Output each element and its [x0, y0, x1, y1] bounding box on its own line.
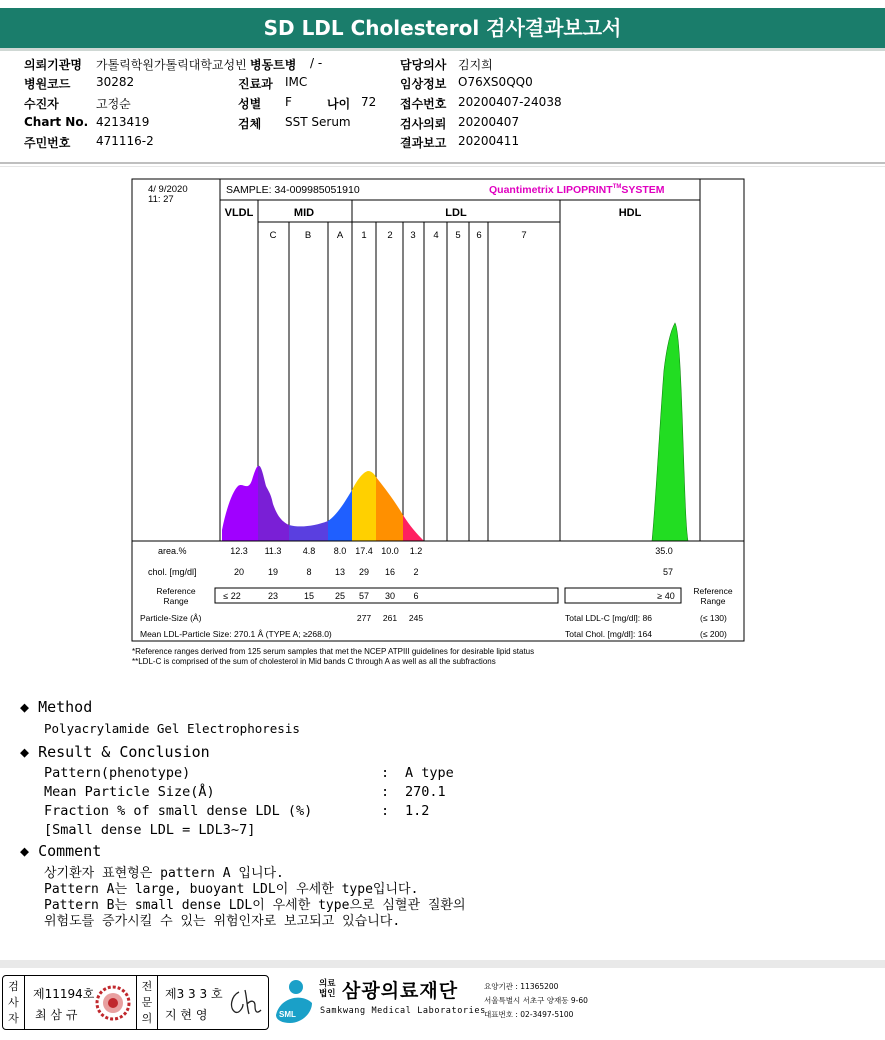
specialist-signature-icon — [225, 986, 263, 1018]
patient-value: 고정순 — [96, 97, 131, 111]
sex-value: F — [285, 95, 292, 109]
examiner-name: 최 삼 규 — [35, 1008, 78, 1022]
area-ldl1: 17.4 — [355, 546, 373, 556]
org-prefix — [319, 979, 335, 999]
band-label-7: 7 — [521, 230, 527, 241]
group-ldl: LDL — [445, 207, 467, 219]
doctor-value: 김지희 — [458, 58, 493, 72]
signature-box — [2, 975, 269, 1030]
ref-ldl3: 6 — [413, 591, 419, 601]
ref-ldl1: 57 — [358, 591, 370, 601]
group-hdl: HDL — [618, 207, 642, 219]
specimen-label: 검체 — [238, 117, 262, 131]
band-label-a: A — [336, 230, 344, 241]
total-chol: Total Chol. [mg/dl]: 164 — [565, 629, 652, 639]
ref-b: 15 — [303, 591, 315, 601]
dept-label: 진료과 — [238, 77, 273, 91]
band-label-4: 4 — [433, 230, 439, 241]
particle-ldl3: 245 — [408, 613, 424, 623]
sml-logo-icon — [272, 977, 314, 1025]
band-label-3: 3 — [410, 230, 416, 241]
chol-b: 8 — [306, 567, 312, 577]
total-chol-ref: (≤ 200) — [700, 629, 727, 639]
ref-ldl2: 30 — [384, 591, 396, 601]
ref-hdl: ≥ 40 — [657, 591, 675, 601]
band-label-6: 6 — [476, 230, 482, 241]
specialist-name: 지 현 영 — [165, 1008, 208, 1022]
result-row-value: A type — [405, 765, 454, 781]
result-heading-text: Result & Conclusion — [38, 743, 210, 761]
examiner-seal-icon — [95, 985, 131, 1021]
area-hdl: 35.0 — [655, 546, 673, 556]
examiner-number: 제11194호 — [33, 987, 95, 1001]
group-vldl: VLDL — [224, 207, 254, 219]
result-row-sep: : — [381, 784, 390, 800]
ref-vldl: ≤ 22 — [223, 591, 241, 601]
chol-ldl2: 16 — [384, 567, 396, 577]
org-name: 삼광의료재단 — [342, 980, 459, 1002]
band-label-5: 5 — [455, 230, 461, 241]
area-b: 4.8 — [302, 546, 316, 556]
sample-id: SAMPLE: 34-009985051910 — [226, 184, 360, 196]
comment-line: 위험도를 증가시킬 수 있는 위험인자로 보고되고 있습니다. — [44, 914, 401, 929]
chart-time: 11: 27 — [148, 194, 174, 205]
area-c: 11.3 — [264, 546, 282, 556]
specimen-value: SST Serum — [285, 115, 351, 129]
request-value: 20200407 — [458, 115, 520, 129]
specialist-number: 제3 3 3 호 — [165, 987, 223, 1001]
particle-ldl1: 277 — [356, 613, 372, 623]
result-row-sep: : — [381, 803, 390, 819]
brand-name — [489, 184, 665, 196]
org-phone: 대표번호 : 02-3497-5100 — [484, 1010, 574, 1019]
receipt-value: 20200407-24038 — [458, 95, 562, 109]
chart-frame — [132, 179, 744, 641]
report-title: SD LDL Cholesterol 검사결과보고서 — [0, 8, 885, 48]
id-label: 주민번호 — [24, 136, 71, 150]
chol-a: 13 — [334, 567, 346, 577]
request-label: 검사의뢰 — [400, 117, 447, 131]
chol-ldl1: 29 — [358, 567, 370, 577]
brand-left: Quantimetrix LIPOPRINT — [489, 184, 613, 196]
method-heading-text: Method — [38, 698, 93, 716]
group-mid: MID — [293, 207, 315, 219]
particle-ldl2: 261 — [382, 613, 398, 623]
ref-label-line1: Reference — [156, 586, 196, 596]
chol-ldl3: 2 — [413, 567, 419, 577]
report-date-value: 20200411 — [458, 134, 520, 148]
report-date-label: 결과보고 — [400, 136, 447, 150]
specialist-label: 전문의 — [136, 976, 158, 1029]
hospital-code-value: 30282 — [96, 75, 135, 89]
chol-label: chol. [mg/dl] — [148, 567, 197, 577]
chol-c: 19 — [267, 567, 279, 577]
ref-label-line2: Range — [163, 596, 189, 606]
comment-line: Pattern B는 small dense LDL이 우세한 type으로 심혈관 질환의 — [44, 898, 466, 913]
method-heading — [20, 698, 92, 716]
org-contact — [484, 980, 588, 1022]
comment-line: Pattern A는 large, buoyant LDL이 우세한 type입니다. — [44, 882, 419, 897]
patient-label: 수진자 — [24, 97, 59, 111]
org-address: 서울특별시 서초구 양재동 9-60 — [484, 996, 588, 1005]
diamond-bullet-icon: ◆ — [20, 842, 39, 860]
area-label: area.% — [158, 546, 187, 556]
footer-divider — [0, 960, 885, 968]
area-vldl: 12.3 — [230, 546, 248, 556]
band-label-1: 1 — [361, 230, 367, 241]
care-number: 요양기관 : 11365200 — [484, 982, 559, 991]
band-label-b: B — [304, 230, 312, 241]
chart-no-value: 4213419 — [96, 115, 150, 129]
dept-value: IMC — [285, 75, 308, 89]
brand-right: SYSTEM — [621, 184, 665, 196]
total-ldl: Total LDL-C [mg/dl]: 86 — [565, 613, 652, 623]
receipt-label: 접수번호 — [400, 97, 447, 111]
result-row-label: Fraction % of small dense LDL (%) — [44, 803, 313, 819]
result-row-sep: : — [381, 765, 390, 781]
clinical-value: O76XS0QQ0 — [458, 75, 533, 89]
comment-heading-text: Comment — [38, 842, 102, 860]
band-label-c: C — [269, 230, 277, 241]
diamond-bullet-icon: ◆ — [20, 743, 39, 761]
band-label-2: 2 — [387, 230, 393, 241]
area-ldl2: 10.0 — [381, 546, 399, 556]
result-row-label: Mean Particle Size(Å) — [44, 784, 215, 800]
ref-right-line1: Reference — [693, 586, 733, 596]
footnote-1: *Reference ranges derived from 125 serum samples that met the NCEP ATPIII guidelines for desirable lipid status — [132, 647, 535, 656]
comment-line: 상기환자 표현형은 pattern A 입니다. — [44, 866, 284, 881]
org-prefix-line2: 법인 — [319, 989, 336, 999]
result-heading — [20, 743, 210, 761]
area-a: 8.0 — [333, 546, 347, 556]
area-ldl3: 1.2 — [409, 546, 423, 556]
total-ldl-ref: (≤ 130) — [700, 613, 727, 623]
chol-vldl: 20 — [233, 567, 245, 577]
age-value: 72 — [361, 95, 377, 109]
method-text: Polyacrylamide Gel Electrophoresis — [44, 721, 300, 736]
result-row-label: Pattern(phenotype) — [44, 765, 191, 781]
org-prefix-line1: 의료 — [319, 979, 336, 989]
brand-tm: TM — [612, 184, 622, 190]
diamond-bullet-icon: ◆ — [20, 698, 39, 716]
ref-right-line2: Range — [700, 596, 726, 606]
chart-date: 4/ 9/2020 — [148, 184, 188, 195]
chart-no-label: Chart No. — [24, 115, 89, 129]
sex-label: 성별 — [238, 97, 262, 111]
comment-heading — [20, 842, 101, 860]
doctor-label: 담당의사 — [400, 58, 447, 72]
result-row-value: 1.2 — [405, 803, 430, 819]
ward-value: / - — [310, 56, 323, 70]
org-english-name: Samkwang Medical Laboratories — [320, 1006, 486, 1016]
footnote-2: **LDL-C is comprised of the sum of cholesterol in Mid bands C through A as well as all the subfractions — [132, 657, 496, 666]
result-row-value: 270.1 — [405, 784, 446, 800]
logo-text: SML — [279, 1010, 296, 1019]
examiner-label: 검사자 — [3, 976, 25, 1029]
hospital-code-label: 병원코드 — [24, 77, 71, 91]
ref-a: 25 — [334, 591, 346, 601]
age-label: 나이 — [327, 97, 351, 111]
ward-label: 병동트병 — [250, 58, 297, 72]
mean-particle-size: Mean LDL-Particle Size: 270.1 Å (TYPE A; ≥268.0) — [140, 629, 332, 639]
clinical-label: 임상정보 — [400, 77, 447, 91]
result-note: [Small dense LDL = LDL3~7] — [44, 822, 256, 838]
ref-c: 23 — [267, 591, 279, 601]
chol-hdl: 57 — [662, 567, 674, 577]
particle-label: Particle-Size (Å) — [140, 613, 202, 623]
institution-label: 의뢰기관명 — [24, 58, 82, 72]
institution-value: 가톨릭학원가톨릭대학교성빈 — [96, 58, 247, 72]
id-value: 471116-2 — [96, 134, 154, 148]
